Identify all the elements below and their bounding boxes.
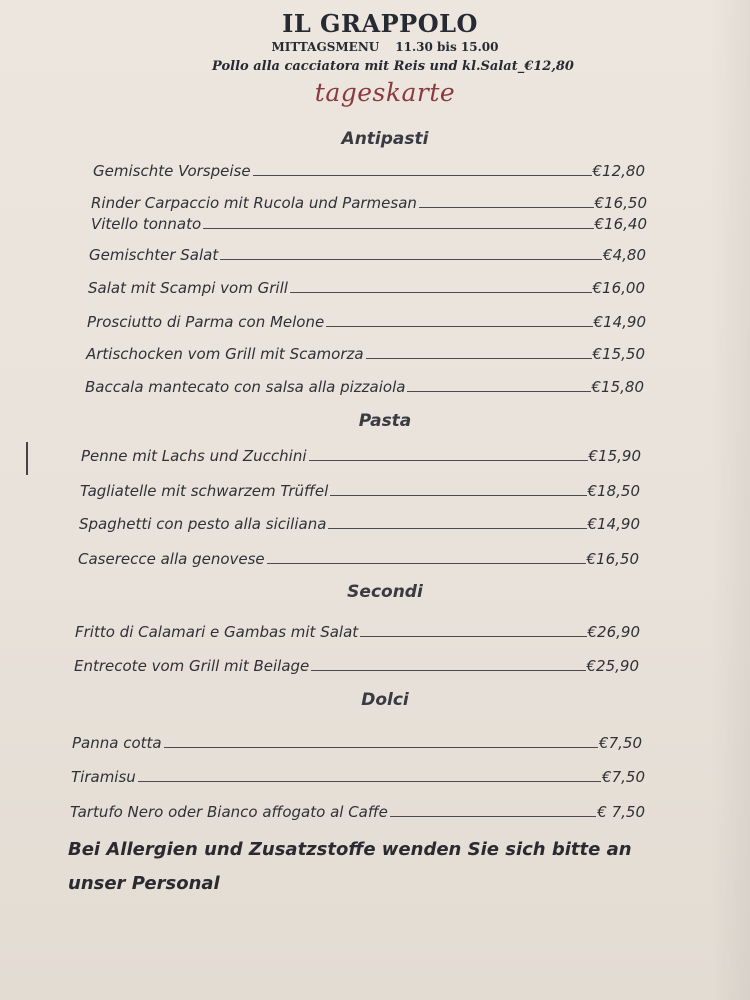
item-price: € 7,50 [597, 803, 645, 821]
item-name: Rinder Carpaccio mit Rucola und Parmesan [91, 194, 417, 212]
item-name: Prosciutto di Parma con Melone [87, 313, 325, 331]
section-title-antipasti: Antipasti [341, 129, 429, 149]
menu-item [79, 511, 640, 533]
item-price: €7,50 [602, 768, 645, 786]
item-name: Panna cotta [72, 734, 162, 752]
lunch-dish: Pollo alla cacciatora mit Reis und kl.Salat_€12,80 [212, 59, 574, 74]
item-price: €12,80 [592, 162, 645, 180]
dot-leader [328, 528, 586, 529]
item-price: €15,90 [588, 447, 641, 465]
menu-item [80, 478, 640, 500]
item-name: Gemischte Vorspeise [93, 162, 251, 180]
menu-item [89, 242, 646, 264]
item-name: Gemischter Salat [89, 246, 219, 264]
item-name: Fritto di Calamari e Gambas mit Salat [75, 623, 359, 641]
item-name: Penne mit Lachs und Zucchini [81, 447, 307, 465]
pen-mark [26, 442, 28, 475]
page-shadow [710, 0, 750, 1000]
item-price: €18,50 [587, 482, 640, 500]
menu-item [88, 275, 645, 297]
dot-leader [360, 636, 586, 637]
menu-item [71, 764, 645, 786]
menu-item [81, 443, 641, 465]
menu-item [91, 190, 647, 212]
menu-item [74, 653, 639, 675]
dot-leader [311, 670, 585, 671]
item-name: Artischocken vom Grill mit Scamorza [86, 345, 364, 363]
dot-leader [138, 781, 601, 782]
item-price: €16,00 [592, 279, 645, 297]
dot-leader [253, 175, 592, 176]
dot-leader [309, 460, 588, 461]
item-name: Spaghetti con pesto alla siciliana [79, 515, 327, 533]
dot-leader [330, 495, 586, 496]
dot-leader [164, 747, 598, 748]
item-name: Salat mit Scampi vom Grill [88, 279, 288, 297]
restaurant-name: IL GRAPPOLO [282, 9, 478, 38]
item-name: Caserecce alla genovese [78, 550, 265, 568]
lunch-menu-label: MITTAGSMENU [271, 40, 380, 54]
menu-item [87, 309, 646, 331]
dot-leader [203, 228, 593, 229]
menu-item [72, 730, 642, 752]
menu-item [75, 619, 640, 641]
dot-leader [267, 563, 586, 564]
item-price: €7,50 [599, 734, 642, 752]
lunch-menu-line [0, 40, 750, 54]
item-price: €16,50 [586, 550, 639, 568]
item-price: €15,80 [591, 378, 644, 396]
menu-item [91, 211, 647, 233]
menu-item [70, 799, 645, 821]
section-title-dolci: Dolci [361, 690, 409, 710]
item-name: Baccala mantecato con salsa alla pizzaiola [85, 378, 406, 396]
dot-leader [290, 292, 592, 293]
menu-subtitle: tageskarte [314, 78, 456, 107]
section-title-pasta: Pasta [358, 411, 412, 431]
dot-leader [390, 816, 596, 817]
item-price: €15,50 [592, 345, 645, 363]
section-title-secondi: Secondi [347, 582, 423, 602]
item-price: €16,40 [594, 215, 647, 233]
item-name: Tagliatelle mit schwarzem Trüffel [80, 482, 329, 500]
item-price: €25,90 [586, 657, 639, 675]
item-price: €14,90 [593, 313, 646, 331]
item-name: Entrecote vom Grill mit Beilage [74, 657, 310, 675]
item-price: €26,90 [587, 623, 640, 641]
item-name: Vitello tonnato [91, 215, 202, 233]
allergy-notice: Bei Allergien und Zusatzstoffe wenden Sie sich bitte an unser Personal [68, 839, 632, 894]
item-name: Tartufo Nero oder Bianco affogato al Caffe [70, 803, 388, 821]
dot-leader [419, 207, 594, 208]
item-name: Tiramisu [71, 768, 136, 786]
dot-leader [366, 358, 592, 359]
item-price: €4,80 [603, 246, 646, 264]
dot-leader [220, 259, 602, 260]
lunch-hours: 11.30 bis 15.00 [395, 40, 499, 54]
dot-leader [407, 391, 590, 392]
menu-item [78, 546, 639, 568]
menu-item [93, 158, 645, 180]
menu-item [85, 374, 644, 396]
dot-leader [326, 326, 592, 327]
item-price: €14,90 [587, 515, 640, 533]
menu-item [86, 341, 645, 363]
item-price: €16,50 [594, 194, 647, 212]
